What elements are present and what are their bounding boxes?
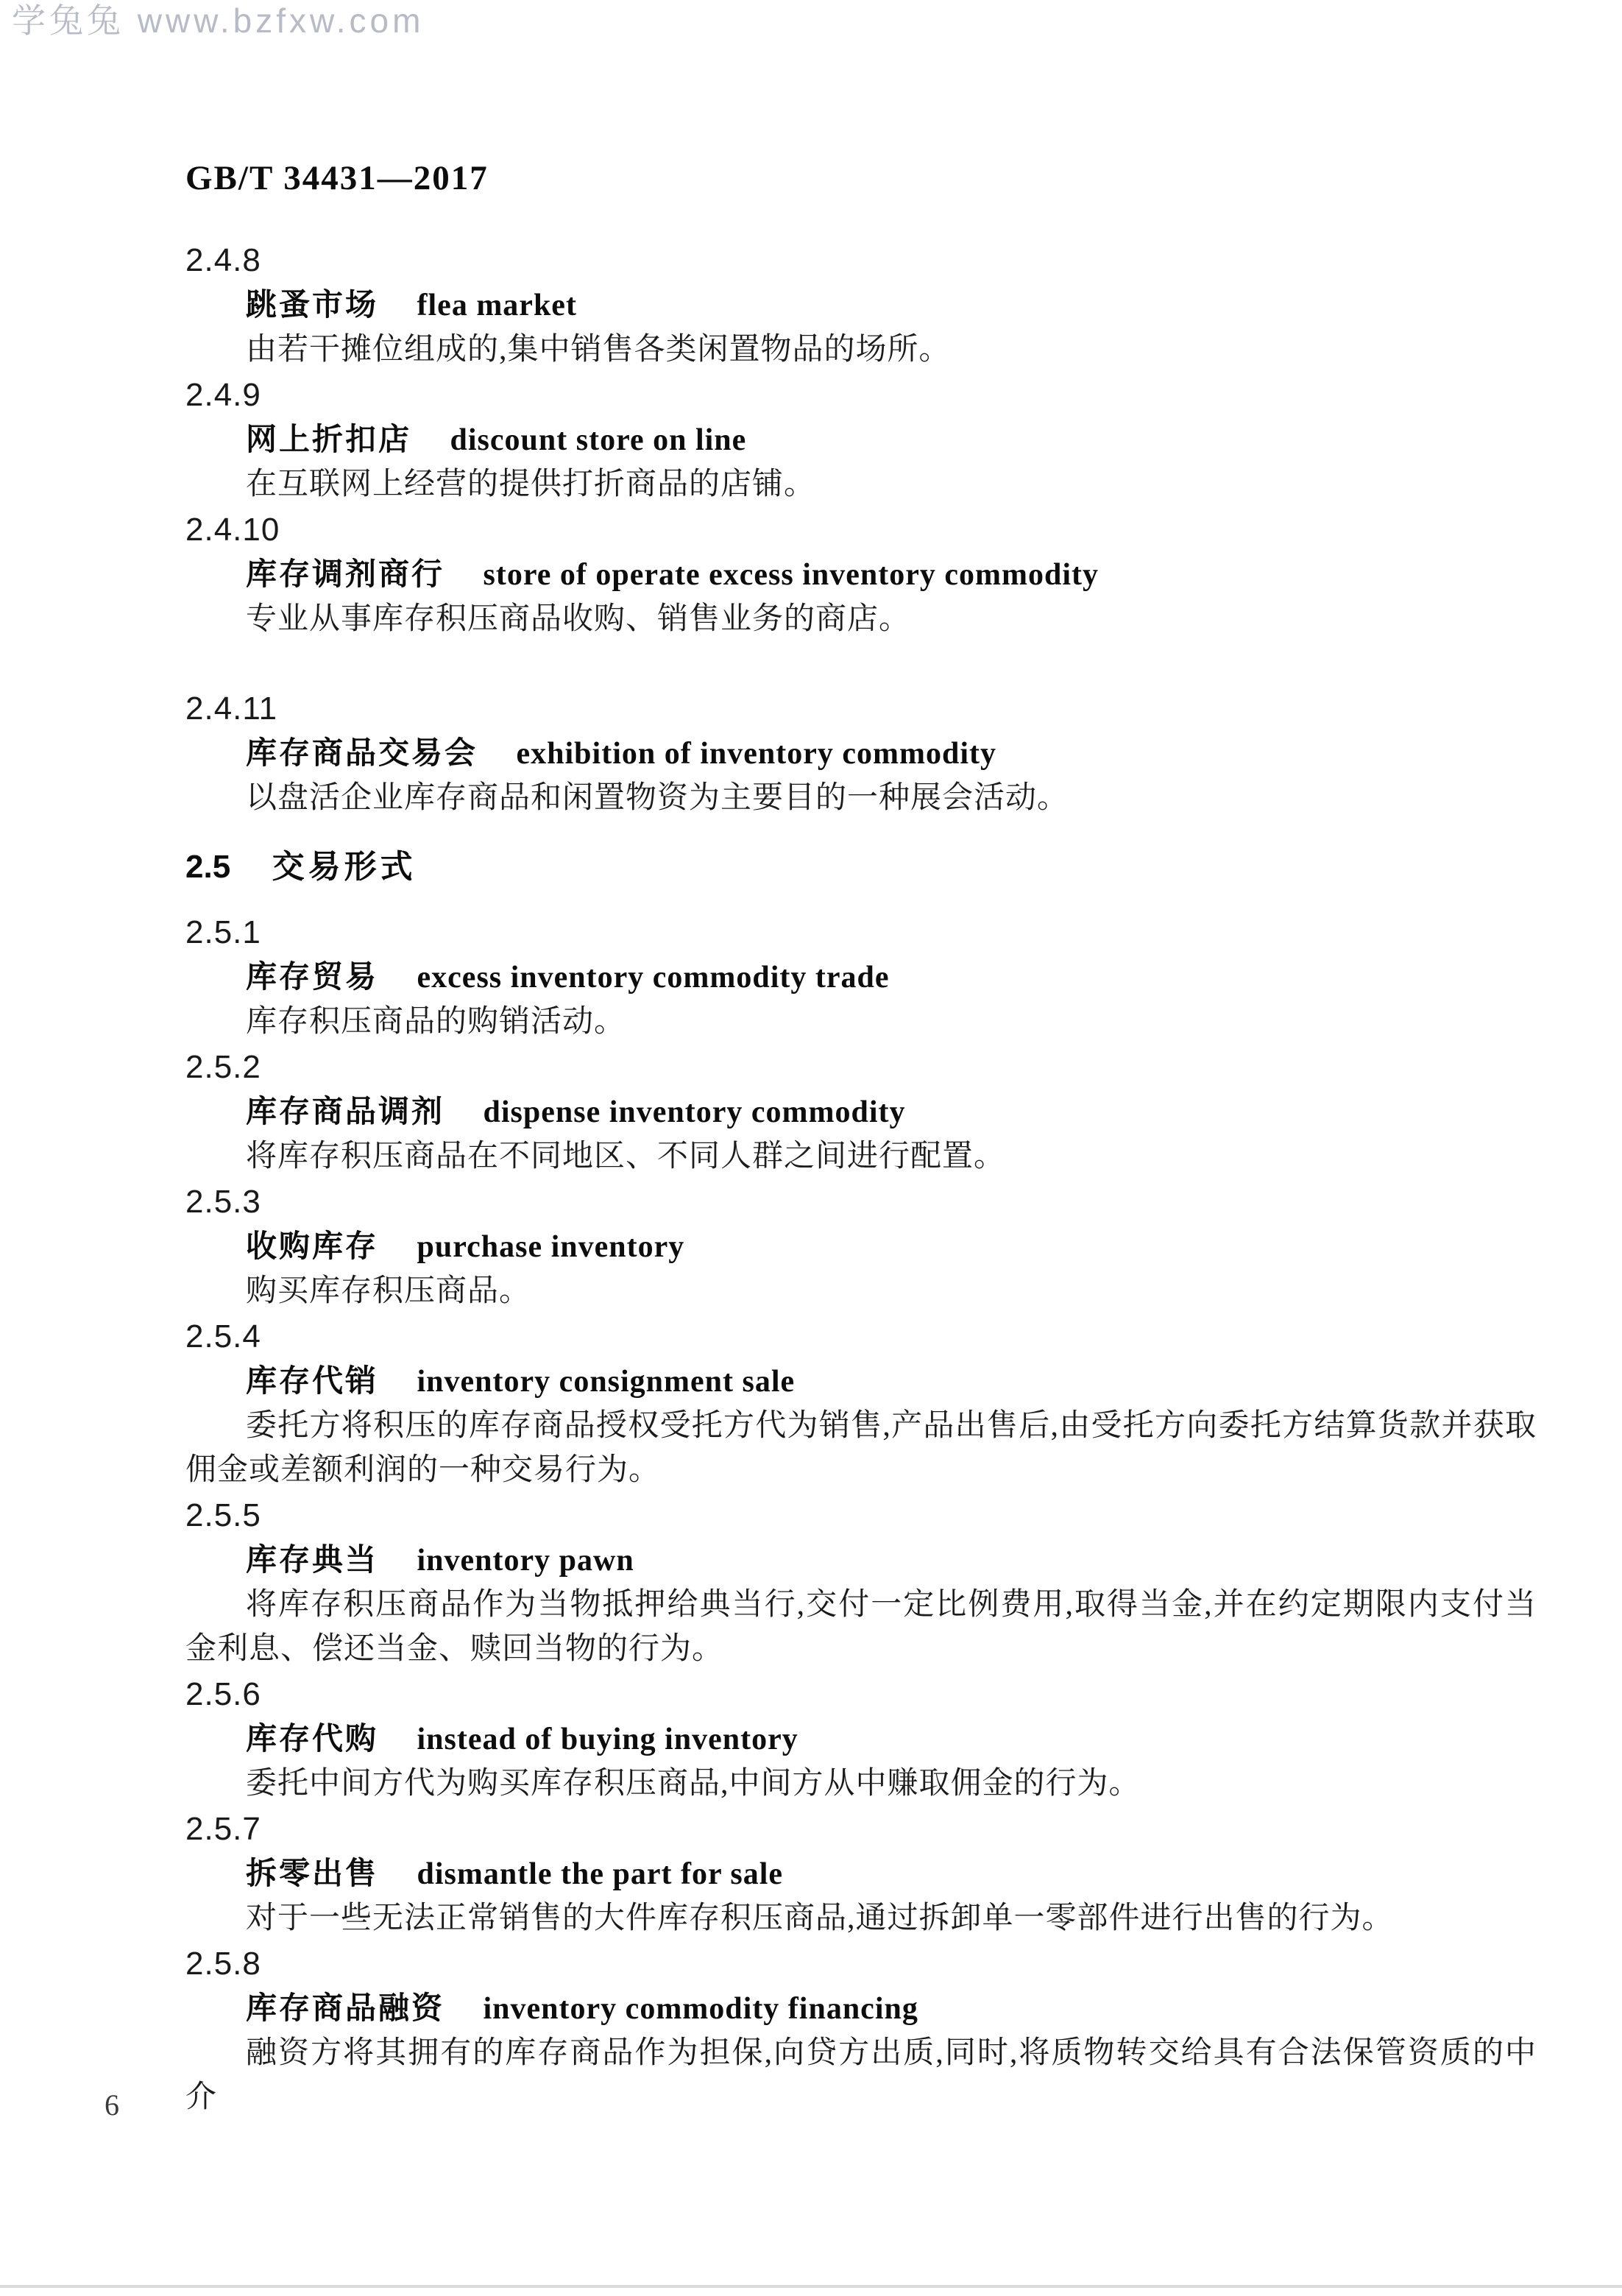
- clause-number: 2.5.7: [185, 1811, 261, 1847]
- term-chinese: 库存商品融资: [246, 1991, 445, 2025]
- term-definition: 委托中间方代为购买库存积压商品,中间方从中赚取佣金的行为。: [246, 1767, 1141, 1801]
- term-definition: 专业从事库存积压商品收购、销售业务的商店。: [246, 602, 911, 636]
- term-line: [185, 1224, 1537, 1269]
- term-entry: [185, 239, 1537, 372]
- term-definition: 融资方将其拥有的库存商品作为担保,向贷方出质,同时,将质物转交给具有合法保管资质的中介: [185, 2036, 1537, 2114]
- term-line: [185, 552, 1537, 597]
- term-chinese: 库存代销: [246, 1363, 379, 1398]
- clause-number: 2.5.2: [185, 1049, 261, 1085]
- term-definition: 在互联网上经营的提供打折商品的店铺。: [246, 467, 816, 501]
- term-chinese: 库存贸易: [246, 959, 379, 994]
- term-english: discount store on line: [450, 423, 747, 457]
- term-line: [185, 731, 1537, 776]
- term-chinese: 库存商品交易会: [246, 735, 478, 770]
- clause-number: 2.5.4: [185, 1318, 261, 1354]
- term-chinese: 跳蚤市场: [246, 287, 379, 322]
- subsection-title: 交易形式: [272, 849, 417, 885]
- watermark-text: 学兔兔 www.bzfxw.com: [12, 1, 425, 40]
- term-line: [185, 1851, 1537, 1896]
- terminology-section: [185, 239, 1537, 2121]
- term-definition: 将库存积压商品在不同地区、不同人群之间进行配置。: [246, 1140, 1006, 1173]
- clause-number: 2.4.11: [185, 690, 278, 727]
- term-english: instead of buying inventory: [417, 1723, 798, 1756]
- term-english: flea market: [417, 289, 577, 322]
- term-definition: 对于一些无法正常销售的大件库存积压商品,通过拆卸单一零部件进行出售的行为。: [246, 1901, 1394, 1935]
- term-chinese: 网上折扣店: [246, 422, 412, 456]
- term-line: [185, 1089, 1537, 1134]
- term-definition: 将库存积压商品作为当物抵押给典当行,交付一定比例费用,取得当金,并在约定期限内支付当金利息、偿还当金、赎回当物的行为。: [185, 1588, 1537, 1666]
- term-chinese: 库存调剂商行: [246, 557, 445, 591]
- term-entry: [185, 1807, 1537, 1940]
- clause-number: 2.4.8: [185, 242, 261, 278]
- subsection-number: 2.5: [185, 849, 231, 885]
- term-definition: 委托方将积压的库存商品授权受托方代为销售,产品出售后,由受托方向委托方结算货款并获取佣金或差额利润的一种交易行为。: [185, 1409, 1537, 1487]
- term-entry: [185, 1045, 1537, 1179]
- term-english: purchase inventory: [417, 1230, 685, 1264]
- clause-number: 2.5.1: [185, 914, 261, 950]
- term-english: inventory pawn: [417, 1544, 634, 1578]
- term-chinese: 拆零出售: [246, 1856, 379, 1890]
- term-entry: [185, 1315, 1537, 1492]
- term-chinese: 库存代购: [246, 1721, 379, 1756]
- term-english: exhibition of inventory commodity: [516, 737, 996, 771]
- term-entry: [185, 1672, 1537, 1806]
- clause-number: 2.5.6: [185, 1676, 261, 1712]
- clause-number: 2.5.3: [185, 1184, 261, 1220]
- term-definition: 由若干摊位组成的,集中销售各类闲置物品的场所。: [246, 333, 951, 367]
- clause-number: 2.4.9: [185, 377, 261, 413]
- term-line: [185, 1717, 1537, 1762]
- term-chinese: 收购库存: [246, 1229, 379, 1263]
- term-english: excess inventory commodity trade: [417, 961, 890, 995]
- page-number: 6: [105, 2088, 119, 2122]
- term-line: [185, 1538, 1537, 1583]
- term-line: [185, 1359, 1537, 1404]
- term-line: [185, 417, 1537, 462]
- term-entry: [185, 508, 1537, 641]
- term-english: dispense inventory commodity: [483, 1095, 906, 1129]
- term-line: [185, 1986, 1537, 2031]
- clause-number: 2.5.8: [185, 1946, 261, 1982]
- term-chinese: 库存商品调剂: [246, 1094, 445, 1128]
- term-chinese: 库存典当: [246, 1542, 379, 1577]
- term-entry: [185, 373, 1537, 506]
- term-entry: [185, 1180, 1537, 1313]
- term-english: dismantle the part for sale: [417, 1857, 784, 1891]
- term-english: inventory commodity financing: [483, 1992, 918, 2026]
- subsection-heading: [185, 845, 1537, 890]
- term-entry: [185, 687, 1537, 820]
- clause-number: 2.4.10: [185, 512, 280, 548]
- clause-number: 2.5.5: [185, 1497, 261, 1533]
- term-entry: [185, 1942, 1537, 2119]
- term-line: [185, 283, 1537, 328]
- term-definition: 以盘活企业库存商品和闲置物资为主要目的一种展会活动。: [246, 781, 1069, 815]
- term-english: store of operate excess inventory commodity: [483, 558, 1099, 592]
- term-definition: 库存积压商品的购销活动。: [246, 1005, 626, 1039]
- page-bottom-divider: [0, 2285, 1622, 2288]
- term-line: [185, 955, 1537, 1000]
- term-entry: [185, 1494, 1537, 1671]
- term-english: inventory consignment sale: [417, 1365, 796, 1399]
- term-definition: 购买库存积压商品。: [246, 1274, 531, 1308]
- term-entry: [185, 911, 1537, 1044]
- standard-number: GB/T 34431—2017: [185, 159, 489, 197]
